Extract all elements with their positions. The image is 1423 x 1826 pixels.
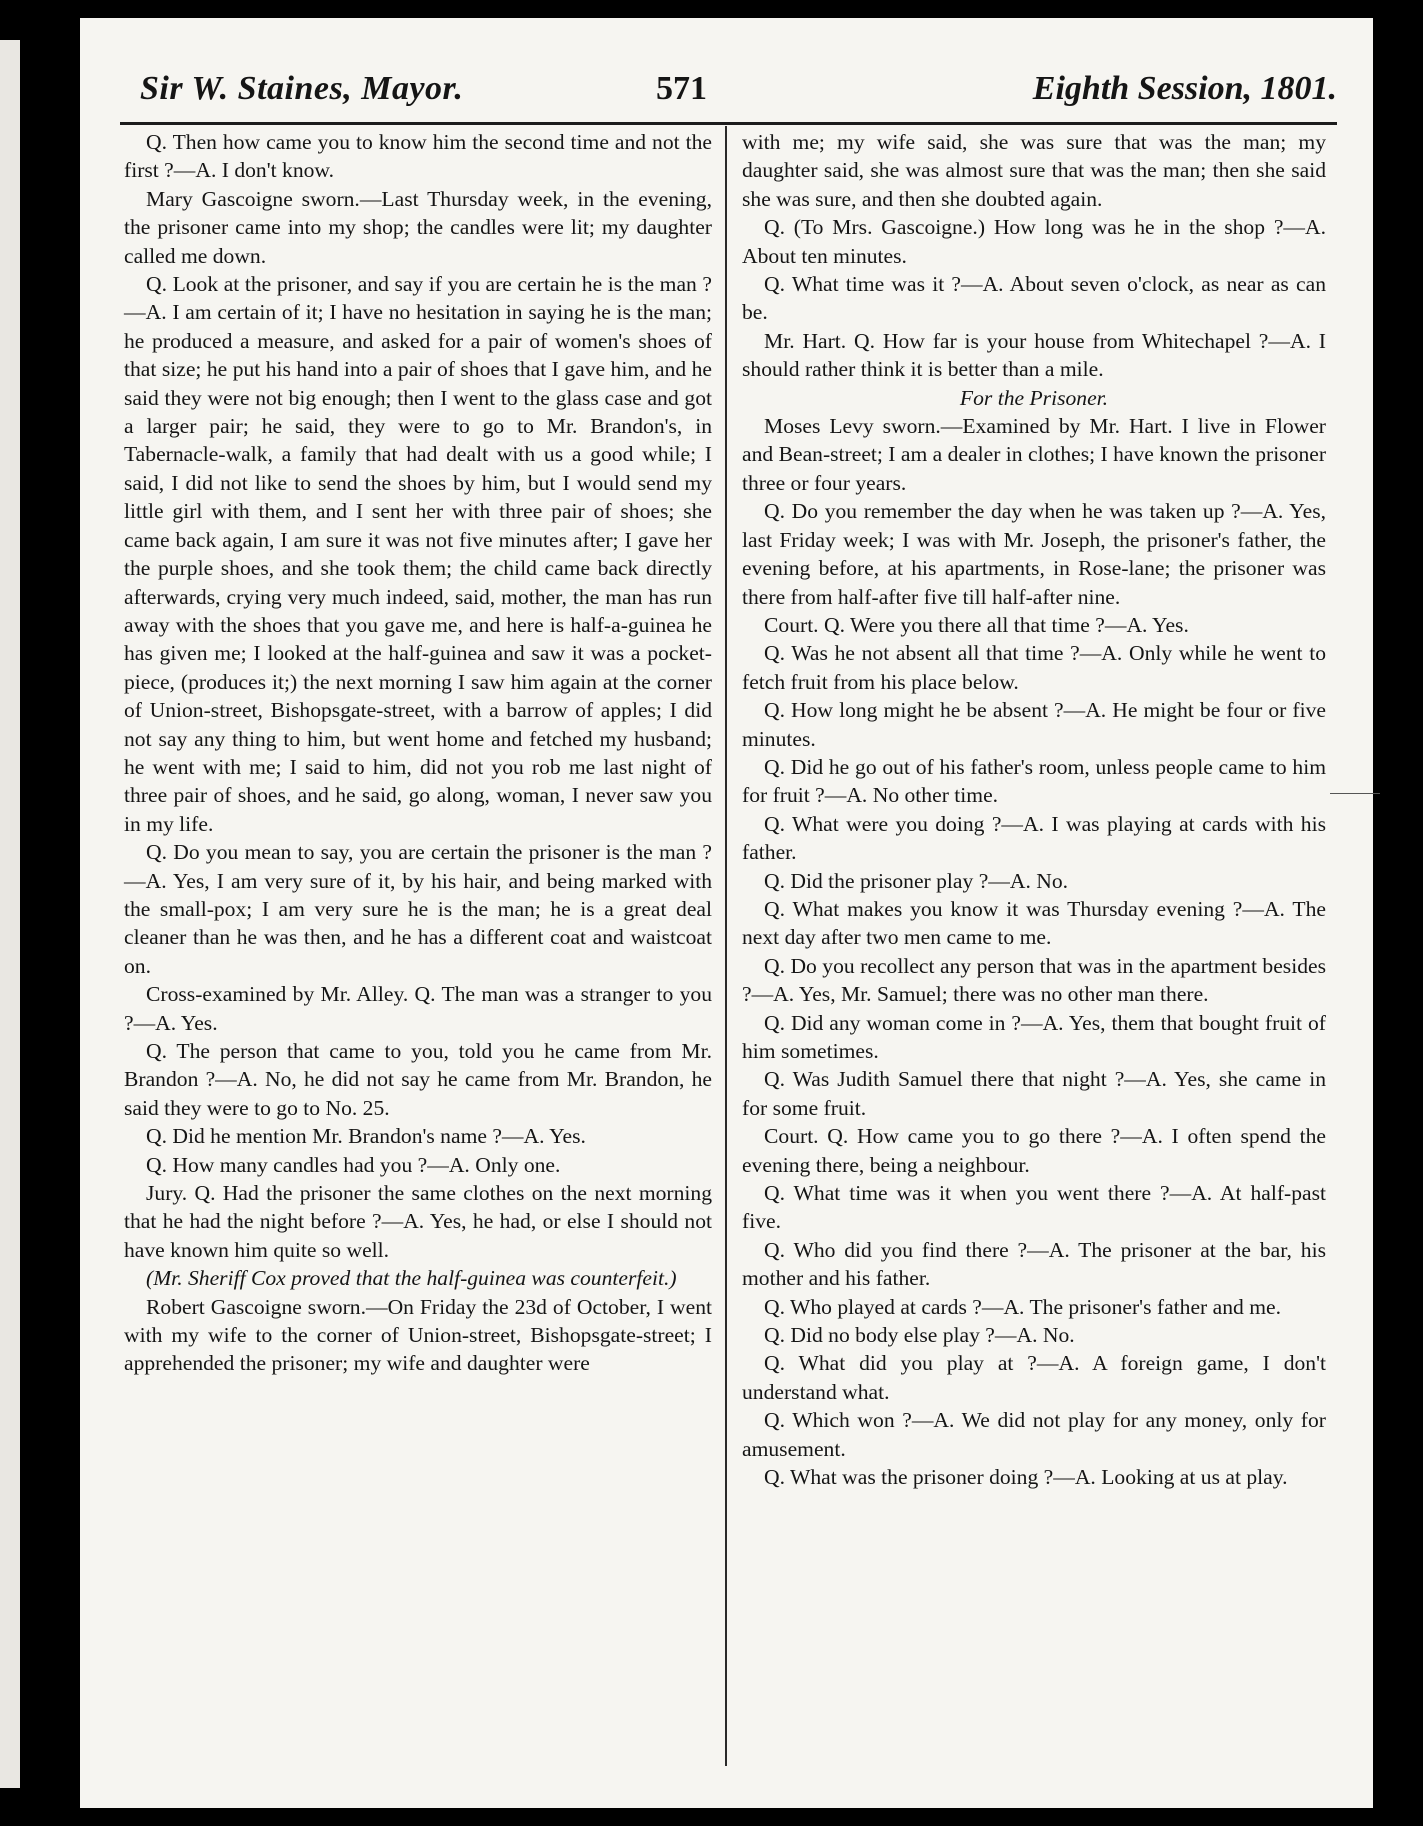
paragraph: Q. Then how came you to know him the second time and not the first ?—A. I don't know. [124,130,712,183]
running-head-mayor: Sir W. Staines, Mayor. [140,70,464,107]
paragraph: Cross-examined by Mr. Alley. Q. The man was a stranger to you ?—A. Yes. [124,982,712,1035]
paragraph: Mary Gascoigne sworn.—Last Thursday week, in the evening, the prisoner came into my shop; the candles were lit; my daughter called me down. [124,186,712,268]
paragraph: Q. (To Mrs. Gascoigne.) How long was he in the shop ?—A. About ten minutes. [742,215,1326,268]
paragraph: Q. Do you mean to say, you are certain the prisoner is the man ?—A. Yes, I am very sure of it, by his hair, and being marked with the small-pox; I am very sure he is the man; he is a great deal cleaner than he was then, and he has a different coat and waistcoat on. [124,840,712,978]
paragraph: Q. Who did you find there ?—A. The prisoner at the bar, his mother and his father. [742,1237,1326,1291]
paragraph: Q. What were you doing ?—A. I was playing at cards with his father. [742,811,1326,865]
right-column [742,128,1326,1492]
paragraph: Q. Do you remember the day when he was taken up ?—A. Yes, last Friday week; I was with Mr. Joseph, the prisoner's father, the evening before, at his apartments, in Rose-lane; the prisoner was there from half-after five till half-after nine. [742,499,1326,609]
paragraph: Court. Q. Were you there all that time ?—A. Yes. [764,612,1189,637]
running-head [140,70,1337,120]
paragraph: Q. The person that came to you, told you he came from Mr. Brandon ?—A. No, he did not say he came from Mr. Brandon, he said they were to go to No. 25. [124,1039,712,1120]
paragraph: Q. Did the prisoner play ?—A. No. [764,868,1069,893]
paragraph: Q. How long might he be absent ?—A. He might be four or five minutes. [742,698,1326,751]
section-heading: For the Prisoner. [959,385,1109,410]
paragraph: Moses Levy sworn.—Examined by Mr. Hart. I live in Flower and Bean-street; I am a dealer in clothes; I have known the prisoner three or four years. [742,414,1327,495]
paragraph: Q. Did any woman come in ?—A. Yes, them that bought fruit of him sometimes. [742,1010,1326,1063]
paragraph: Q. What makes you know it was Thursday evening ?—A. The next day after two men came to me. [742,896,1326,950]
paragraph: Q. Which won ?—A. We did not play for any money, only for amusement. [742,1408,1326,1461]
paragraph: Q. What time was it ?—A. About seven o'clock, as near as can be. [742,272,1326,325]
paragraph: Q. What time was it when you went there ?—A. At half-past five. [742,1181,1326,1234]
paragraph: Q. What was the prisoner doing ?—A. Looking at us at play. [764,1465,1288,1490]
document-page [80,18,1373,1808]
left-column [124,128,712,1378]
column-divider [725,126,727,1766]
paragraph: Q. What did you play at ?—A. A foreign game, I don't understand what. [742,1351,1326,1404]
running-head-session: Eighth Session, 1801. [1032,70,1337,107]
paragraph: (Mr. Sheriff Cox proved that the half-guinea was counterfeit.) [146,1266,677,1291]
paragraph: Q. Was he not absent all that time ?—A. Only while he went to fetch fruit from his place below. [742,641,1326,694]
paragraph: Q. Who played at cards ?—A. The prisoner's father and me. [764,1294,1281,1319]
paragraph: Q. Was Judith Samuel there that night ?—A. Yes, she came in for some fruit. [742,1067,1326,1120]
margin-mark [1330,793,1380,794]
paragraph: Q. Do you recollect any person that was in the apartment besides ?—A. Yes, Mr. Samuel; there was no other man there. [742,953,1326,1007]
paragraph: Q. Did no body else play ?—A. No. [764,1323,1075,1348]
paragraph: Robert Gascoigne sworn.—On Friday the 23d of October, I went with my wife to the corner of Union-street, Bishopsgate-street; I apprehended the prisoner; my wife and daughter were [124,1294,712,1376]
paragraph: Mr. Hart. Q. How far is your house from Whitechapel ?—A. I should rather think it is better than a mile. [742,328,1326,382]
facing-page-edge [0,40,20,1788]
page-number: 571 [656,70,707,107]
paragraph: Q. Look at the prisoner, and say if you are certain he is the man ?—A. I am certain of it; I have no hesitation in saying he is the man; he produced a measure, and asked for a pair of women's shoes of that size; he put his hand into a pair of shoes that I gave him, and he said they were not big enough; then I went to the glass case and got a larger pair; he said, they were to go to Mr. Brandon's, in Tabernacle-walk, a family that had dealt with us a good while; I said, I did not like to send the shoes by him, but I would send my little girl with them, and I sent her with three pair of shoes; she came back again, I am sure it was not five minutes after; I gave her the purple shoes, and she took them; the child came back directly afterwards, crying very much indeed, said, mother, the man has run away with the shoes that you gave me, and here is half-a-guinea he has given me; I looked at the half-guinea and saw it was a pocket-piece, (produces it;) the next morning I saw him again at the corner of Union-street, Bishopsgate-street, with a barrow of apples; I did not say any thing to him, but went home and fetched my husband; he went with me; I said to him, did not you rob me last night of three pair of shoes, and he said, go along, woman, I never saw you in my life. [124,272,712,836]
paragraph: with me; my wife said, she was sure that was the man; my daughter said, she was almost sure that was the man; then she said she was sure, and then she doubted again. [742,130,1326,211]
paragraph: Jury. Q. Had the prisoner the same clothes on the next morning that he had the night before ?—A. Yes, he had, or else I should not have known him quite so well. [124,1181,712,1262]
paragraph: Q. Did he go out of his father's room, unless people came to him for fruit ?—A. No other time. [742,754,1326,808]
paragraph: Q. How many candles had you ?—A. Only one. [146,1152,561,1177]
header-rule [120,122,1337,125]
paragraph: Q. Did he mention Mr. Brandon's name ?—A. Yes. [146,1124,586,1149]
paragraph: Court. Q. How came you to go there ?—A. I often spend the evening there, being a neighbour. [742,1124,1326,1177]
